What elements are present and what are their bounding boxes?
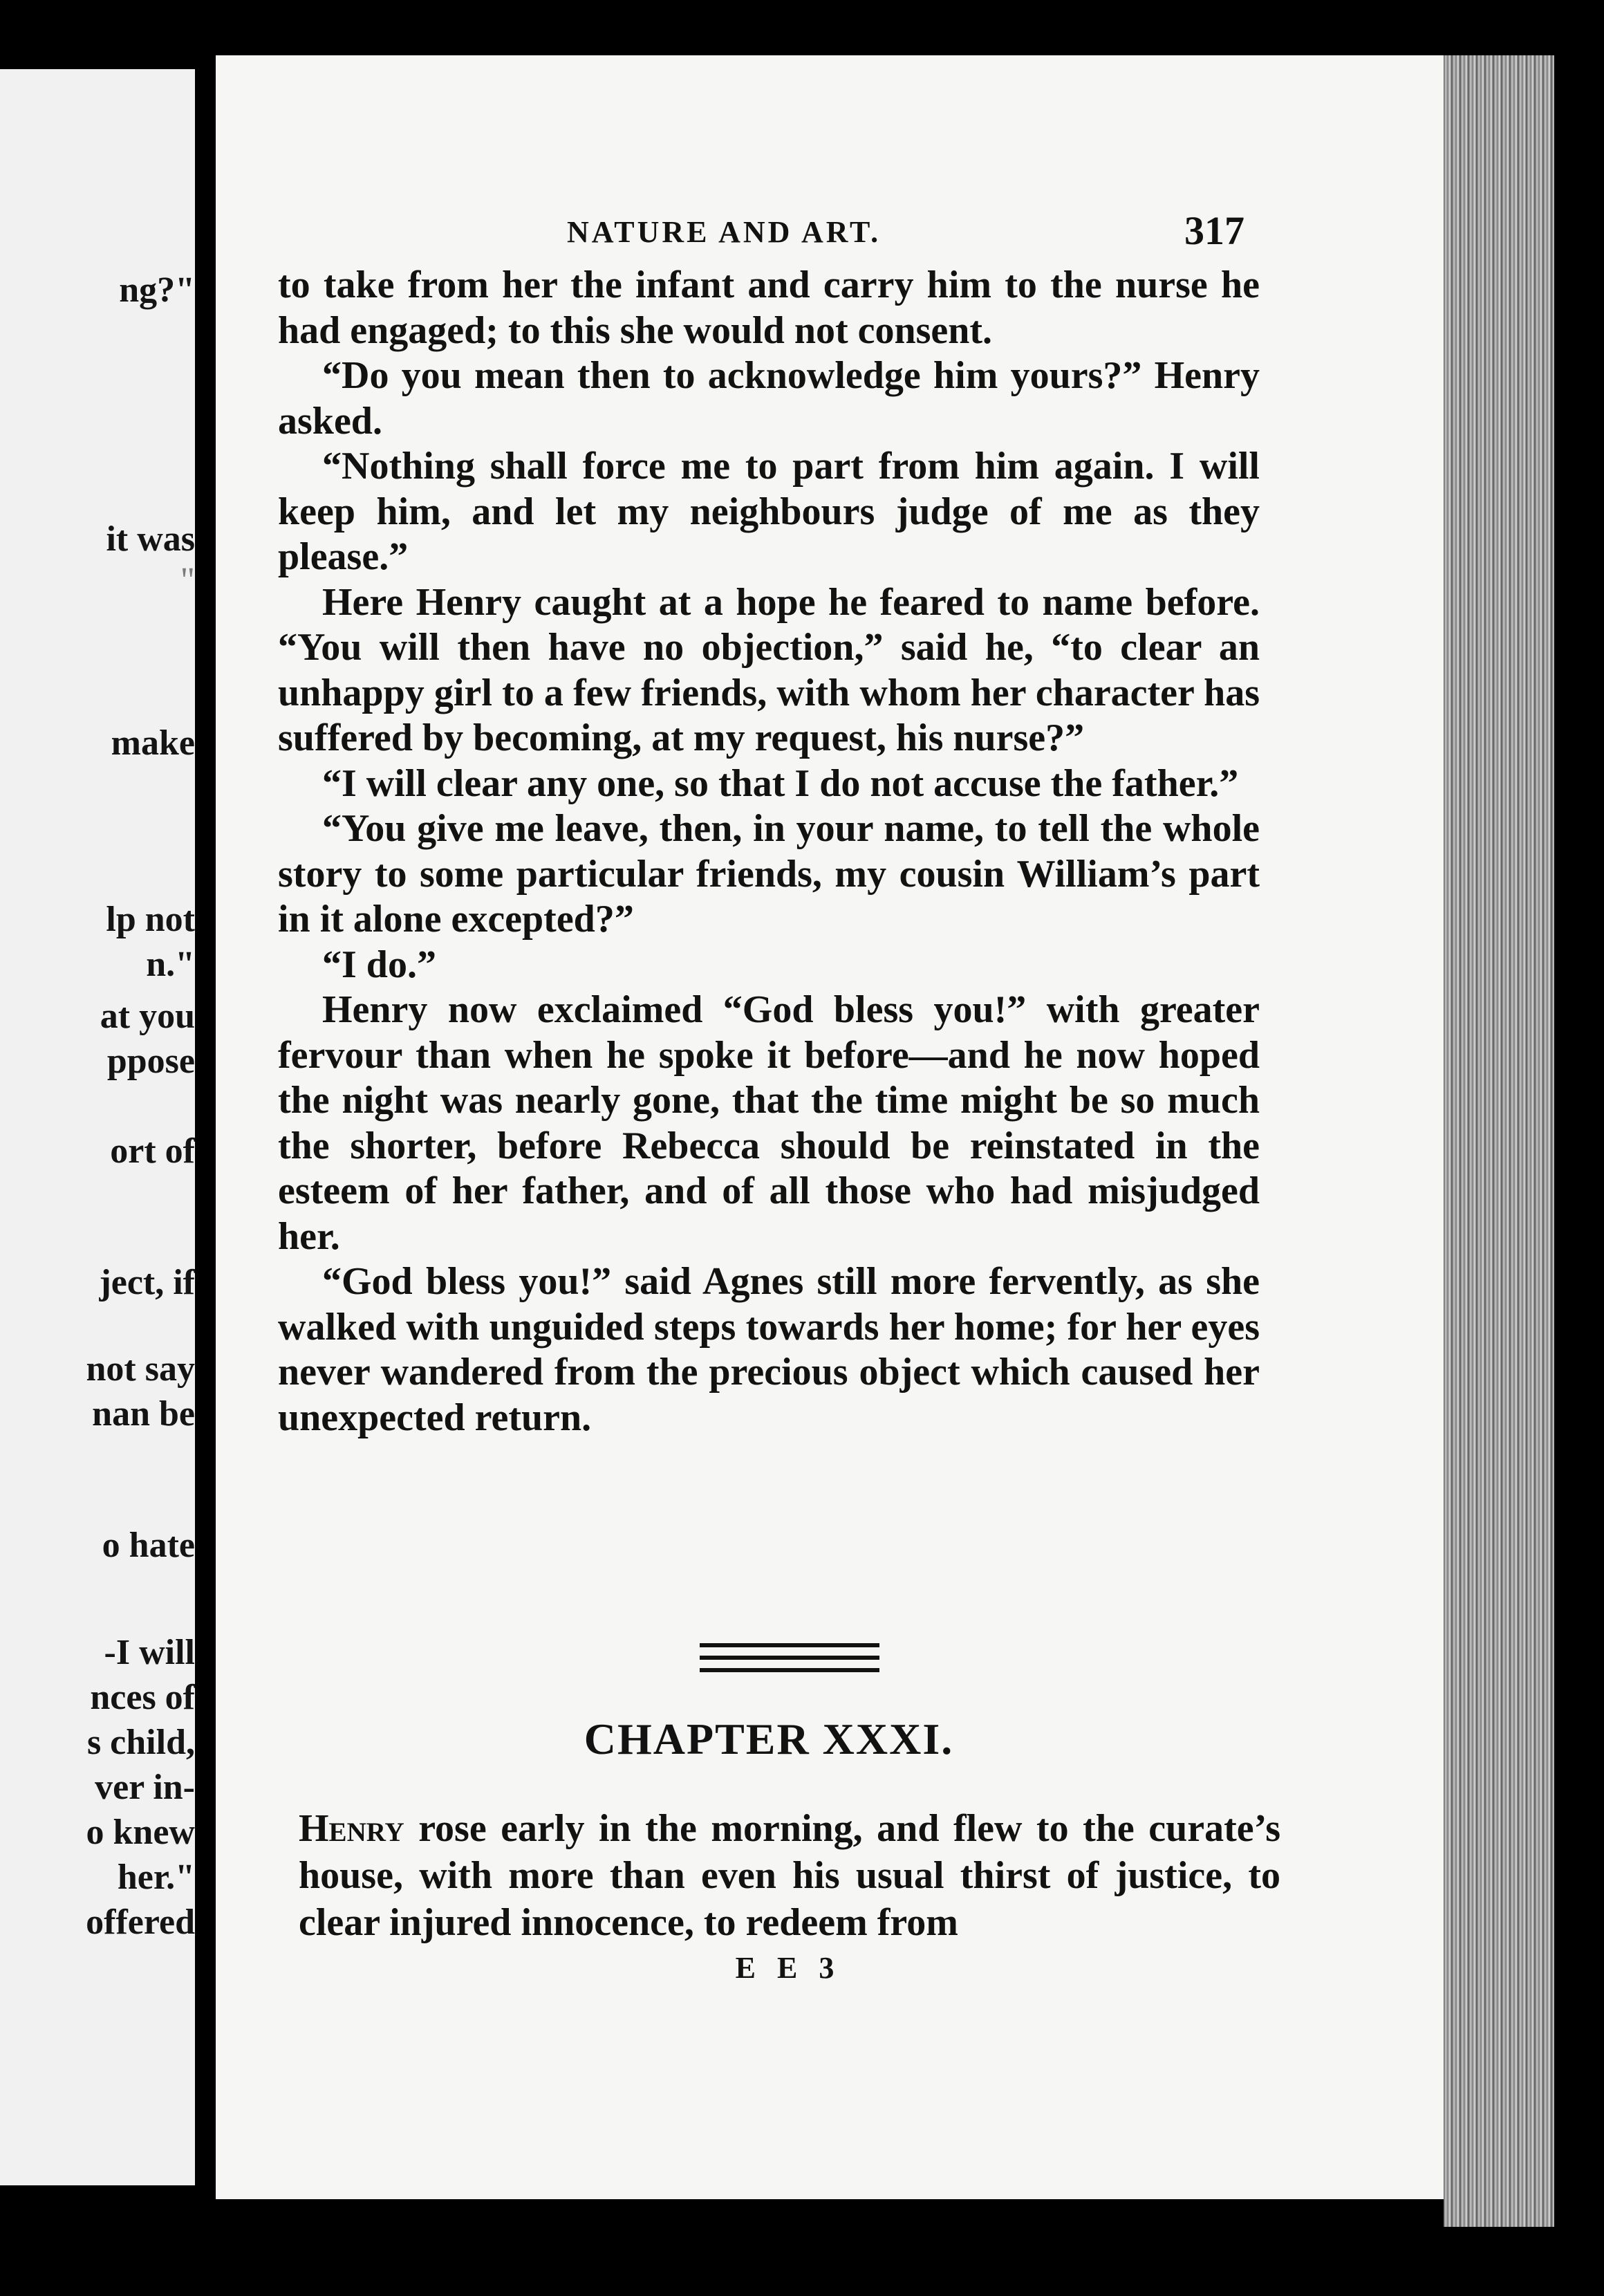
facing-page-fragment: at you [100,997,195,1036]
page-number: 317 [1184,208,1244,253]
facing-page-fragment: make [111,723,195,763]
chapter-opening-paragraph [299,1805,1280,1946]
page-edge [1444,55,1554,2227]
chapter-opening-text: rose early in the morning, and flew to the curate’s house, with more than even his usual thirst of justice, to clear injured innocence, to redeem from [299,1807,1280,1944]
facing-page-fragment: s child, [86,1723,195,1762]
paragraph: “I do.” [322,943,436,986]
paragraph: “Do you mean then to acknowledge him yours?” Henry asked. [278,354,1260,443]
facing-page-fragment: ver in- [95,1768,195,1807]
facing-page-fragment: " [180,561,195,600]
section-divider [700,1643,879,1672]
facing-page-fragment: -I will [104,1633,195,1672]
facing-page-fragment: her." [117,1858,195,1897]
facing-page-fragment: nan be [92,1394,195,1434]
chapter-heading: CHAPTER XXXI. [584,1714,954,1763]
paragraph: Henry now exclaimed “God bless you!” with greater fervour than when he spoke it before—and he now hoped the night was nearly gone, that the time might be so much the shorter, before Rebecca should be reinstated in the esteem of her father, and of all those who had misjudged her. [278,988,1260,1258]
facing-page-fragment: offered [86,1902,195,1942]
facing-page-fragment: not say [86,1349,195,1389]
paragraph: “You give me leave, then, in your name, to tell the whole story to some particular friends, my cousin William’s part in it alone excepted?” [278,807,1260,941]
facing-page-fragment: ject, if [99,1263,195,1302]
signature-mark: E E 3 [735,1951,841,1985]
body-text [278,263,1260,1441]
facing-page-fragment: lp not [106,900,195,939]
facing-page-fragment: ng?" [119,270,195,310]
chapter-opening [299,1805,1280,1946]
facing-page-fragment: nces of [90,1678,195,1717]
facing-page-fragment: ppose [106,1041,195,1081]
facing-page-fragment: o knew [86,1813,195,1852]
running-head-title: NATURE AND ART. [567,215,882,249]
facing-page-fragment: o hate [102,1526,195,1565]
facing-page [0,69,195,2185]
facing-page-fragment: ort of [110,1131,195,1171]
running-head [567,207,1258,263]
facing-page-fragment: it was [106,519,195,559]
paragraph: “God bless you!” said Agnes still more fervently, as she walked with unguided steps towards her home; for her eyes never wandered from the precious object which caused her unexpected return. [278,1260,1260,1439]
facing-page-fragment: n." [146,945,195,984]
paragraph: “I will clear any one, so that I do not accuse the father.” [322,761,1239,805]
paragraph: “Nothing shall force me to part from him again. I will keep him, and let my neighbours judge of me as they please.” [278,445,1260,578]
chapter-opening-word: Henry [299,1807,404,1850]
paragraph: to take from her the infant and carry him to the nurse he had engaged; to this she would not consent. [278,263,1260,352]
paragraph: Here Henry caught at a hope he feared to name before. “You will then have no objection,” said he, “to clear an unhappy girl to a few friends, with whom her character has suffered by becoming, at my request, his nurse?” [278,580,1260,759]
